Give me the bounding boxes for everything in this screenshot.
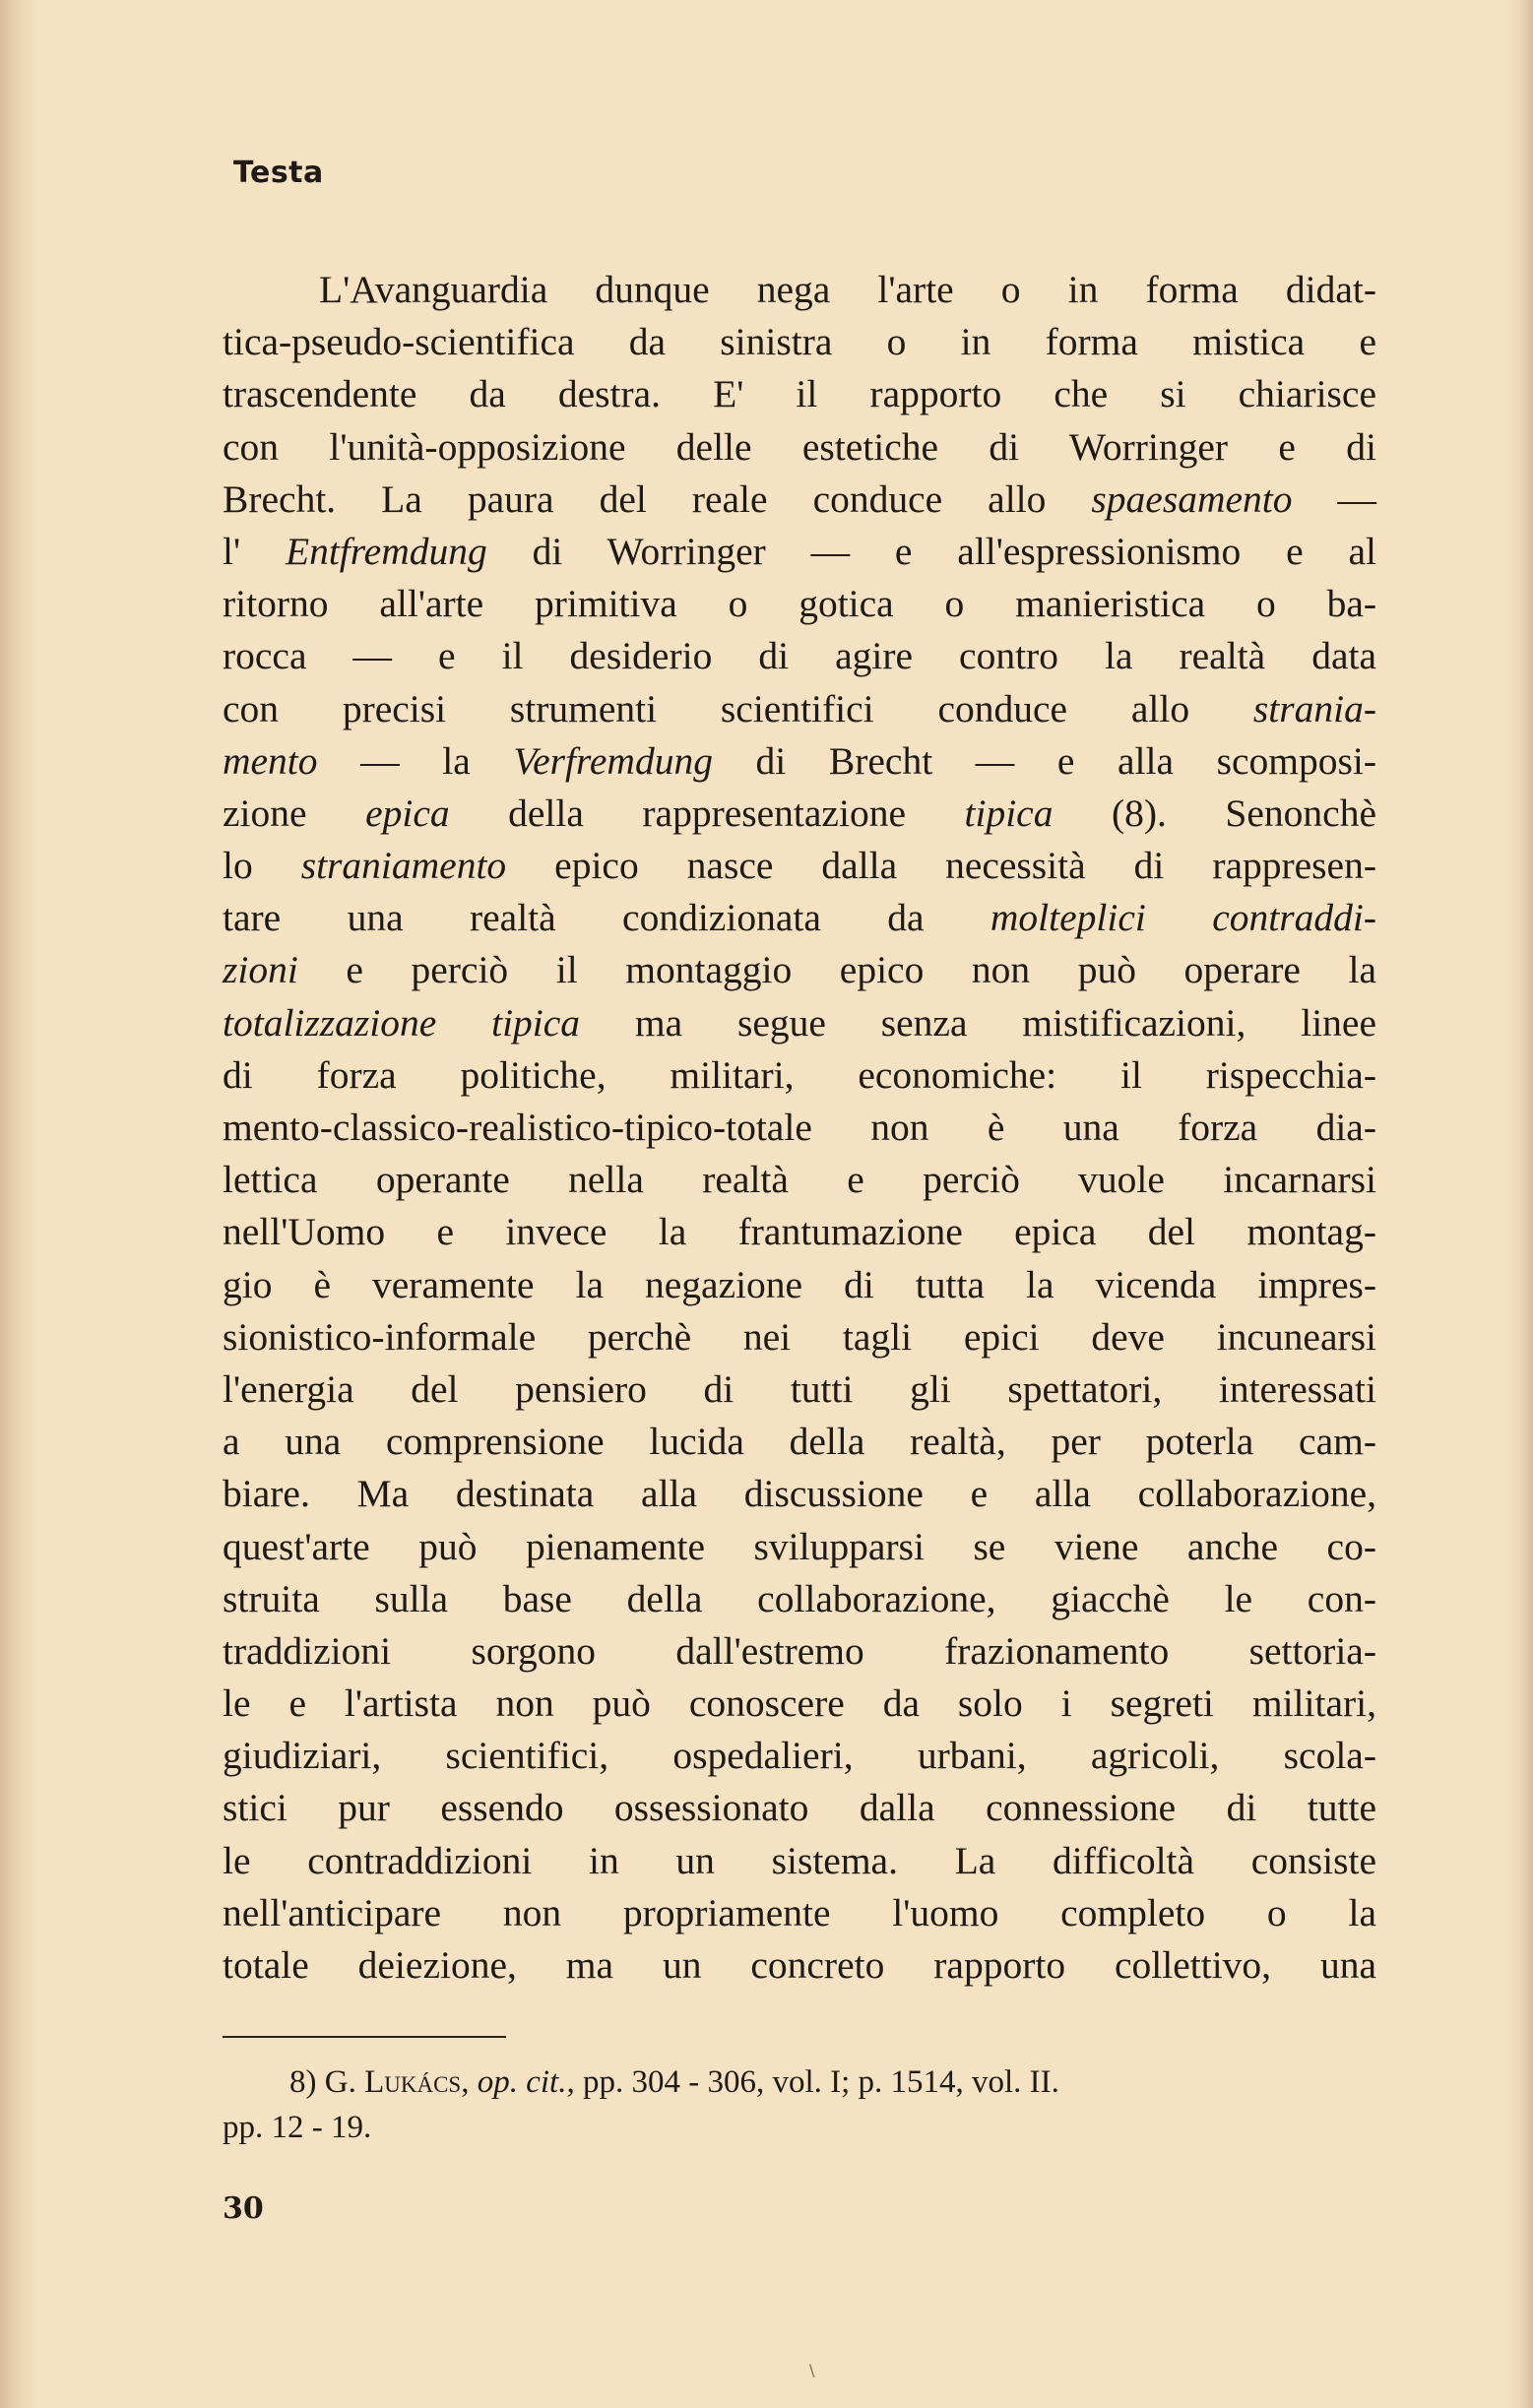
text-line [223, 997, 1376, 1049]
text-line [223, 1102, 1376, 1154]
footnote-pages: pp. 304 - 306, vol. I; p. 1514, vol. II. [582, 2064, 1059, 2100]
text-run: totale deiezione, ma un concreto rapporto collettivo, una [223, 1943, 1376, 1987]
text-run: sionistico-informale perchè nei tagli epici deve incunearsi [223, 1314, 1376, 1359]
footnote-rule [223, 2036, 506, 2038]
footnote-line-2: pp. 12 - 19. [223, 2110, 372, 2145]
text-run: giudiziari, scientifici, ospedalieri, urbani, agricoli, scola- [223, 1734, 1376, 1778]
text-run: l'energia del pensiero di tutti gli spettatori, interessati [223, 1366, 1376, 1411]
footnote-author: Lukács, [364, 2064, 470, 2100]
text-run: tica-pseudo-scientifica da sinistra o in forma mistica e [223, 320, 1376, 364]
text-line [223, 1049, 1376, 1102]
text-line [223, 735, 1376, 788]
text-run: ma segue senza mistificazioni, linee [580, 1000, 1376, 1045]
text-line [223, 892, 1376, 944]
text-run: rocca — e il desiderio di agire contro la realtà data [223, 634, 1376, 678]
italic-term: epica [365, 791, 450, 835]
text-line [223, 1678, 1376, 1730]
text-run: trascendente da destra. E' il rapporto che si chiarisce [223, 372, 1376, 416]
text-line [223, 1782, 1376, 1834]
text-run: traddizioni sorgono dall'estremo frazionamento settoria- [223, 1628, 1376, 1673]
text-line [223, 683, 1376, 735]
text-line [223, 368, 1376, 420]
text-run: di Worringer — e all'espressionismo e al [486, 529, 1376, 573]
text-line [223, 1835, 1376, 1887]
text-line [223, 1259, 1376, 1311]
text-line [223, 1311, 1376, 1363]
text-line [223, 526, 1376, 578]
text-run: con l'unità-opposizione delle estetiche di Worringer e di [223, 424, 1376, 469]
italic-term: totalizzazione tipica [223, 1000, 581, 1045]
text-line [223, 788, 1376, 840]
italic-term: Verfremdung [513, 738, 713, 783]
text-run: nell'anticipare non propriamente l'uomo completo o la [223, 1890, 1376, 1934]
text-run: tare una realtà condizionata da [223, 896, 990, 940]
text-run: con precisi strumenti scientifici conduce allo [223, 686, 1253, 730]
text-run: Brecht. La paura del reale conduce allo [223, 476, 1092, 521]
text-line [223, 1521, 1376, 1573]
text-line [223, 474, 1376, 526]
page-number: 30 [223, 2191, 264, 2226]
text-run: stici pur essendo ossessionato dalla connessione di tutte [223, 1786, 1376, 1830]
text-run: — la [317, 738, 514, 783]
text-line [223, 1730, 1376, 1782]
text-run: (8). Senonchè [1053, 791, 1376, 835]
text-line [223, 578, 1376, 630]
text-run: le contraddizioni in un sistema. La difficoltà consiste [223, 1838, 1376, 1882]
italic-term: zioni [223, 948, 298, 992]
text-line [223, 316, 1376, 368]
text-run: gio è veramente la negazione di tutta la vicenda impres- [223, 1262, 1376, 1306]
text-line [223, 1573, 1376, 1625]
text-line [223, 944, 1376, 996]
italic-term: straniamento [300, 844, 507, 888]
print-speck: \ [809, 2361, 815, 2379]
text-line [223, 1939, 1376, 1992]
footnote-work: op. cit., [477, 2064, 575, 2100]
text-run: — [1292, 476, 1376, 521]
text-line [223, 1416, 1376, 1468]
text-run: e perciò il montaggio epico non può operare la [297, 948, 1376, 992]
text-line [223, 630, 1376, 682]
text-run: di Brecht — e alla scomposi- [712, 738, 1376, 783]
text-line [223, 1468, 1376, 1520]
italic-term: molteplici contraddi- [990, 896, 1377, 940]
text-line [223, 1363, 1376, 1416]
text-run: quest'arte può pienamente svilupparsi se viene anche co- [223, 1524, 1376, 1568]
text-run: l' [223, 529, 286, 573]
italic-term: spaesamento [1091, 476, 1293, 521]
running-head: Testa [233, 156, 324, 190]
footnote-number: 8) [289, 2064, 317, 2100]
text-run: biare. Ma destinata alla discussione e alla collaborazione, [223, 1472, 1376, 1516]
italic-term: Entfremdung [285, 529, 487, 573]
body-paragraph [223, 264, 1376, 1992]
text-line [223, 1154, 1376, 1206]
text-line [223, 1206, 1376, 1258]
footnote-line-1 [223, 2059, 1376, 2105]
text-line [223, 840, 1376, 892]
text-run: della rappresentazione [449, 791, 965, 835]
text-line [223, 1625, 1376, 1678]
text-run: nell'Uomo e invece la frantumazione epica del montag- [223, 1210, 1376, 1254]
italic-term: tipica [964, 791, 1054, 835]
text-line [223, 264, 1376, 316]
text-run: struita sulla base della collaborazione, giacchè le con- [223, 1576, 1376, 1620]
italic-term: strania- [1252, 686, 1376, 730]
footnote-author-initial: G. [324, 2064, 356, 2100]
text-run: mento-classico-realistico-tipico-totale non è una forza dia- [223, 1106, 1376, 1149]
text-run: di forza politiche, militari, economiche: il rispecchia- [223, 1052, 1376, 1097]
text-run: ritorno all'arte primitiva o gotica o manieristica o ba- [223, 582, 1376, 626]
text-run: a una comprensione lucida della realtà, per poterla cam- [223, 1420, 1376, 1464]
footnote [223, 2059, 1376, 2150]
text-line [223, 421, 1376, 474]
italic-term: mento [223, 738, 318, 783]
text-line [223, 1887, 1376, 1939]
text-run: le e l'artista non può conoscere da solo i segreti militari, [223, 1681, 1376, 1726]
text-run: lo [223, 844, 301, 888]
text-run: lettica operante nella realtà e perciò vuole incarnarsi [223, 1158, 1376, 1202]
text-run: L'Avanguardia dunque nega l'arte o in forma didat- [319, 268, 1376, 311]
text-run: epico nasce dalla necessità di rappresen- [506, 844, 1376, 888]
text-run: zione [223, 791, 366, 835]
